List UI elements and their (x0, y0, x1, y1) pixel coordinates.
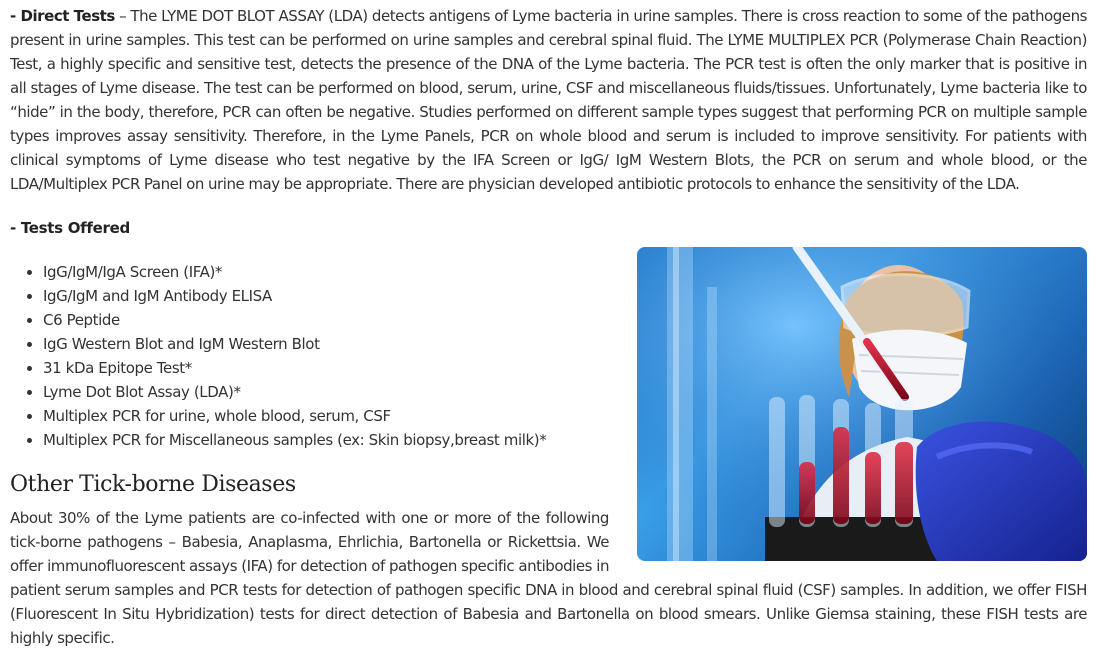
direct-tests-paragraph (10, 4, 1087, 196)
list-item: • Multiplex PCR for urine, whole blood, serum, CSF (43, 404, 1087, 428)
list-item: • C6 Peptide (43, 308, 1087, 332)
list-item: • IgG Western Blot and IgM Western Blot (43, 332, 1087, 356)
direct-tests-text: – The LYME DOT BLOT ASSAY (LDA) detects antigens of Lyme bacteria in urine samples. There is cross reaction to some of the pathogens present in urine samples. This test can be performed on urine samples and cerebral spinal fluid. The LYME MULTIPLEX PCR (Polymerase Chain Reaction) Test, a highly specific and sensitive test, detects the presence of the DNA of the Lyme bacteria. The PCR test is often the only marker that is positive in all stages of Lyme disease. The test can be performed on blood, serum, urine, CSF and miscellaneous fluids/tissues. Unfortunately, Lyme bacteria like to “hide” in the body, therefore, PCR can often be negative. Studies performed on different sample types suggest that performing PCR on multiple sample types improves assay sensitivity. Therefore, in the Lyme Panels, PCR on whole blood and serum is included to improve sensitivity. For patients with clinical symptoms of Lyme disease who test negative by the IFA Screen or IgG/ IgM Western Blots, the PCR on serum and whole blood, or the LDA/Multiplex PCR Panel on urine may be appropriate. There are physician developed antibiotic protocols to enhance the sensitivity of the LDA. (10, 7, 1087, 193)
other-diseases-paragraph: About 30% of the Lyme patients are co-infected with one or more of the following tick-borne pathogens – Babesia, Anaplasma, Ehrlichia, Bartonella or Rickettsia. We offer immunofluorescent assays (IFA) for detection of pathogen specific antibodies in patient serum samples and PCR tests for detection of pathogen specific DNA in blood and cerebral spinal fluid (CSF) samples. In addition, we offer FISH (Fluorescent In Situ Hybridization) tests for direct detection of Babesia and Bartonella on blood smears. Unlike Giemsa staining, these FISH tests are highly specific. (10, 509, 1087, 647)
other-diseases-heading: Other Tick-borne Diseases (10, 472, 296, 497)
list-item: • Multiplex PCR for Miscellaneous samples (ex: Skin biopsy,breast milk)* (43, 428, 1087, 452)
list-item: • 31 kDa Epitope Test* (43, 356, 1087, 380)
direct-tests-label: - Direct Tests (10, 7, 115, 25)
tests-offered-heading: - Tests Offered (10, 219, 130, 237)
list-item: • IgG/IgM and IgM Antibody ELISA (43, 284, 1087, 308)
list-item: • IgG/IgM/IgA Screen (IFA)* (43, 260, 1087, 284)
lab-scientist-illustration (637, 247, 1087, 561)
lab-scientist-photo (637, 247, 1087, 561)
list-item: • Lyme Dot Blot Assay (LDA)* (43, 380, 1087, 404)
